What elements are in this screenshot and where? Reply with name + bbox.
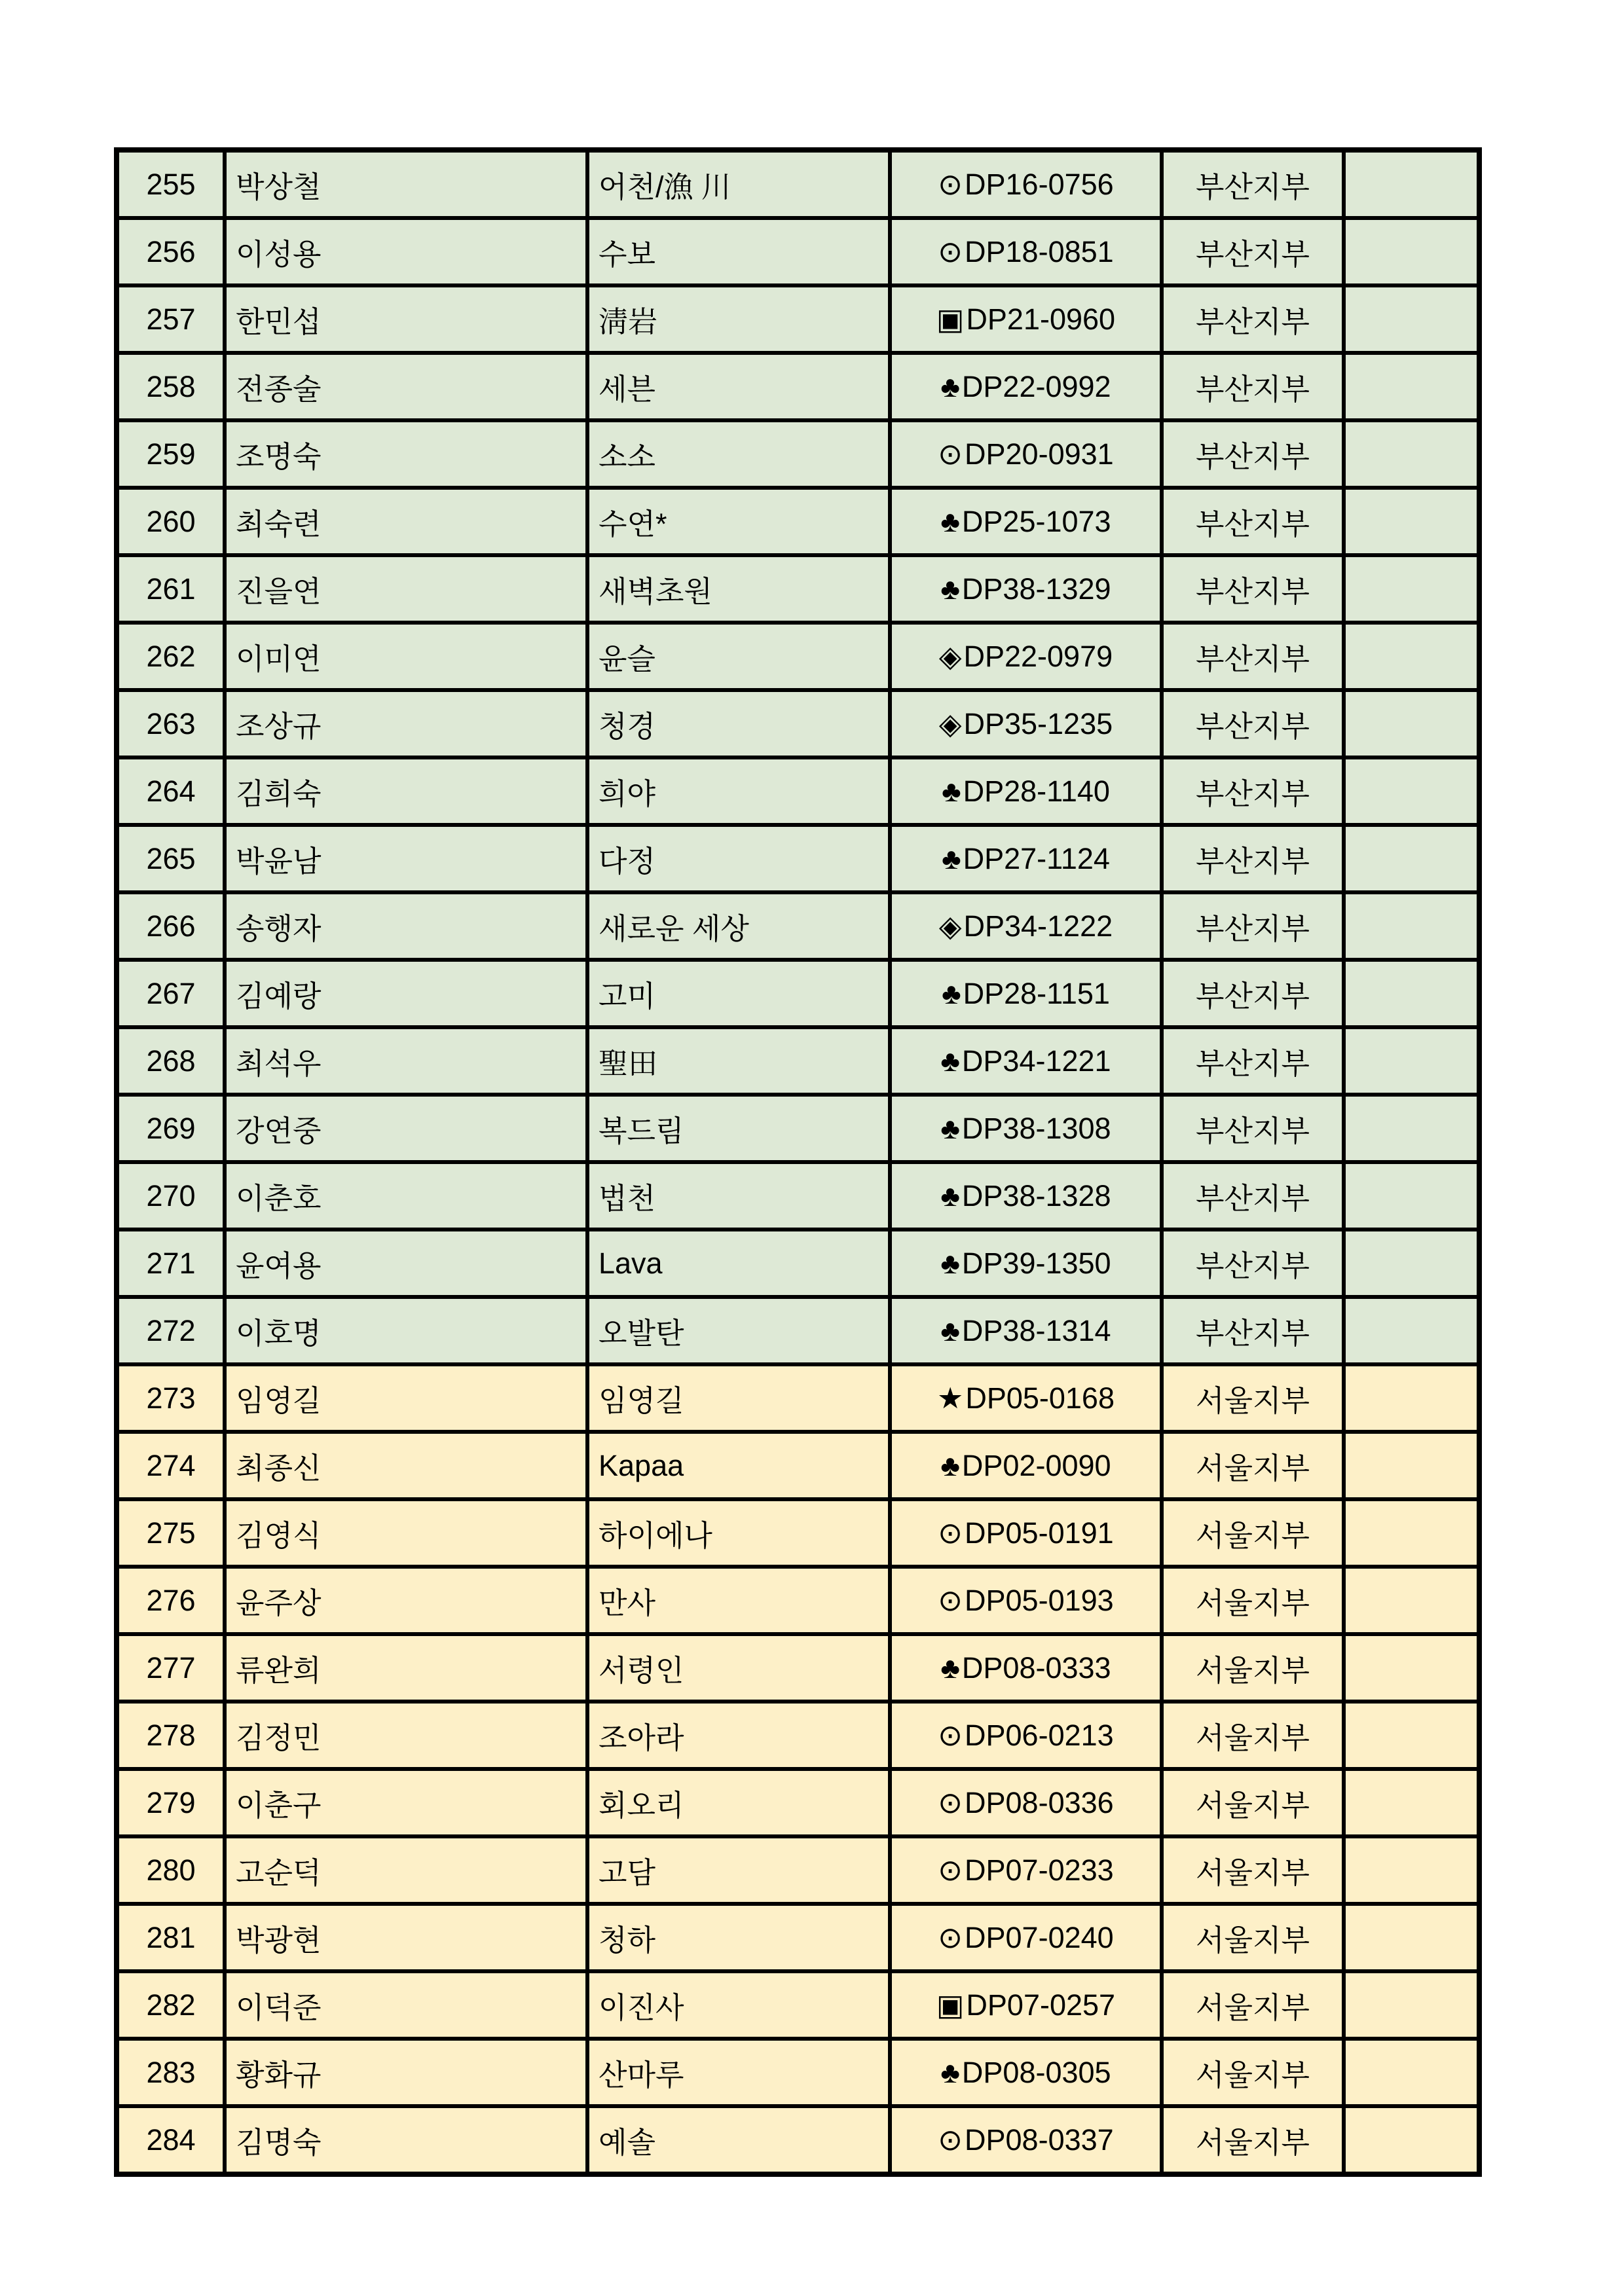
row-number-cell: 265 [117,825,225,892]
pen-name-cell: 세븐 [587,353,890,420]
name-cell: 이춘호 [225,1162,587,1230]
pen-name-cell: 법천 [587,1162,890,1230]
memo-cell [1344,1297,1479,1364]
member-code-cell [890,960,1162,1027]
pen-name-cell: 희야 [587,757,890,825]
grade-symbol-icon: ◈ [938,640,962,673]
row-number-cell: 280 [117,1836,225,1904]
pen-name-cell: 조아라 [587,1702,890,1769]
grade-symbol-icon: ◈ [938,909,962,943]
member-code-cell [890,218,1162,285]
name-cell: 김영식 [225,1499,587,1567]
member-code-cell [890,892,1162,960]
memo-cell [1344,1095,1479,1162]
member-code: DP38-1328 [961,1178,1111,1212]
branch-cell: 부산지부 [1162,690,1344,757]
table-row [117,892,1479,960]
name-cell: 윤주상 [225,1567,587,1634]
member-code: DP16-0756 [965,168,1114,201]
member-code-cell [890,690,1162,757]
grade-symbol-icon: ▣ [936,302,965,336]
member-code-cell [890,2039,1162,2106]
name-cell: 최석우 [225,1027,587,1095]
table-row [117,2106,1479,2174]
branch-cell: 서울지부 [1162,2039,1344,2106]
memo-cell [1344,892,1479,960]
grade-symbol-icon: ♣ [942,841,961,875]
member-code: DP18-0851 [965,235,1114,268]
member-code-cell [890,353,1162,420]
pen-name-cell: 어천/漁 川 [587,150,890,218]
branch-cell: 부산지부 [1162,1230,1344,1297]
table-row [117,1567,1479,1634]
branch-cell: 부산지부 [1162,420,1344,488]
name-cell: 고순덕 [225,1836,587,1904]
branch-cell: 서울지부 [1162,1836,1344,1904]
row-number-cell: 260 [117,488,225,555]
name-cell: 진을연 [225,555,587,623]
name-cell: 최숙련 [225,488,587,555]
name-cell: 조명숙 [225,420,587,488]
name-cell: 한민섭 [225,285,587,353]
grade-symbol-icon: ♣ [940,1313,960,1347]
table-row [117,353,1479,420]
name-cell: 김정민 [225,1702,587,1769]
pen-name-cell: 윤슬 [587,623,890,690]
pen-name-cell: 복드림 [587,1095,890,1162]
branch-cell: 부산지부 [1162,623,1344,690]
pen-name-cell: 수보 [587,218,890,285]
branch-cell: 부산지부 [1162,285,1344,353]
branch-cell: 서울지부 [1162,1567,1344,1634]
grade-symbol-icon: ♣ [940,1448,960,1482]
row-number-cell: 266 [117,892,225,960]
name-cell: 박윤남 [225,825,587,892]
member-code: DP07-0257 [966,1988,1116,2022]
member-code-cell [890,757,1162,825]
memo-cell [1344,285,1479,353]
branch-cell: 서울지부 [1162,1364,1344,1432]
pen-name-cell: 서령인 [587,1634,890,1702]
member-code-cell [890,420,1162,488]
name-cell: 조상규 [225,690,587,757]
grade-symbol-icon: ♣ [940,1246,960,1280]
memo-cell [1344,1634,1479,1702]
table-row [117,1971,1479,2039]
memo-cell [1344,1769,1479,1836]
table-row [117,285,1479,353]
branch-cell: 부산지부 [1162,488,1344,555]
member-code: DP02-0090 [961,1448,1111,1482]
pen-name-cell: 예솔 [587,2106,890,2174]
member-code-cell [890,1499,1162,1567]
table-row [117,1027,1479,1095]
member-code-cell [890,1230,1162,1297]
table-row [117,1230,1479,1297]
row-number-cell: 270 [117,1162,225,1230]
branch-cell: 부산지부 [1162,825,1344,892]
member-code-cell [890,1971,1162,2039]
grade-symbol-icon: ⊙ [938,2123,963,2157]
member-code: DP27-1124 [963,841,1110,875]
memo-cell [1344,960,1479,1027]
grade-symbol-icon: ♣ [940,1111,960,1145]
member-code: DP08-0337 [965,2123,1114,2157]
table-row [117,825,1479,892]
row-number-cell: 269 [117,1095,225,1162]
member-code-cell [890,555,1162,623]
branch-cell: 서울지부 [1162,1634,1344,1702]
pen-name-cell: 청경 [587,690,890,757]
memo-cell [1344,1567,1479,1634]
row-number-cell: 271 [117,1230,225,1297]
member-code: DP06-0213 [965,1719,1114,1752]
row-number-cell: 268 [117,1027,225,1095]
grade-symbol-icon: ⊙ [938,168,963,201]
member-code-cell [890,1364,1162,1432]
table-row [117,960,1479,1027]
memo-cell [1344,353,1479,420]
name-cell: 송행자 [225,892,587,960]
branch-cell: 부산지부 [1162,757,1344,825]
row-number-cell: 278 [117,1702,225,1769]
table-row [117,1095,1479,1162]
member-code: DP38-1329 [961,572,1111,606]
roster-body [117,150,1479,2174]
member-code: DP28-1151 [963,976,1110,1010]
member-code: DP08-0305 [961,2055,1111,2089]
name-cell: 황화규 [225,2039,587,2106]
table-row [117,1702,1479,1769]
table-row [117,1162,1479,1230]
memo-cell [1344,1904,1479,1971]
pen-name-cell: 수연* [587,488,890,555]
name-cell: 김예랑 [225,960,587,1027]
table-row [117,488,1479,555]
member-code: DP39-1350 [961,1246,1111,1280]
pen-name-cell: 오발탄 [587,1297,890,1364]
member-code-cell [890,1095,1162,1162]
memo-cell [1344,1499,1479,1567]
grade-symbol-icon: ⊙ [938,1853,963,1887]
branch-cell: 서울지부 [1162,2106,1344,2174]
row-number-cell: 281 [117,1904,225,1971]
member-code: DP25-1073 [961,504,1111,538]
member-code-cell [890,825,1162,892]
row-number-cell: 282 [117,1971,225,2039]
pen-name-cell: 청하 [587,1904,890,1971]
member-code: DP34-1221 [961,1044,1111,1078]
pen-name-cell: 淸岩 [587,285,890,353]
grade-symbol-icon: ◈ [938,707,962,740]
member-code-cell [890,1836,1162,1904]
table-row [117,1364,1479,1432]
member-code-cell [890,488,1162,555]
member-code: DP34-1222 [963,909,1113,943]
branch-cell: 서울지부 [1162,1769,1344,1836]
row-number-cell: 256 [117,218,225,285]
member-code-cell [890,150,1162,218]
name-cell: 이호명 [225,1297,587,1364]
name-cell: 류완희 [225,1634,587,1702]
grade-symbol-icon: ♣ [940,1178,960,1212]
row-number-cell: 264 [117,757,225,825]
pen-name-cell: 다정 [587,825,890,892]
branch-cell: 부산지부 [1162,1297,1344,1364]
table-row [117,757,1479,825]
table-row [117,420,1479,488]
member-code: DP38-1308 [961,1111,1111,1145]
pen-name-cell: 새로운 세상 [587,892,890,960]
name-cell: 윤여용 [225,1230,587,1297]
grade-symbol-icon: ♣ [942,774,961,808]
member-code-cell [890,1432,1162,1499]
table-row [117,555,1479,623]
grade-symbol-icon: ★ [936,1381,964,1415]
table-row [117,1499,1479,1567]
table-row [117,690,1479,757]
memo-cell [1344,218,1479,285]
grade-symbol-icon: ♣ [940,2055,960,2089]
member-code: DP05-0191 [965,1516,1114,1550]
table-row [117,623,1479,690]
member-code-cell [890,285,1162,353]
branch-cell: 부산지부 [1162,1027,1344,1095]
grade-symbol-icon: ♣ [940,572,960,606]
row-number-cell: 257 [117,285,225,353]
pen-name-cell: 고미 [587,960,890,1027]
memo-cell [1344,150,1479,218]
member-code: DP07-0240 [965,1921,1114,1954]
member-code-cell [890,1297,1162,1364]
table-row [117,218,1479,285]
member-roster-table [114,147,1482,2177]
member-code: DP08-0333 [961,1650,1111,1685]
grade-symbol-icon: ♣ [942,976,961,1010]
memo-cell [1344,1364,1479,1432]
row-number-cell: 276 [117,1567,225,1634]
branch-cell: 부산지부 [1162,1095,1344,1162]
row-number-cell: 273 [117,1364,225,1432]
name-cell: 김명숙 [225,2106,587,2174]
memo-cell [1344,555,1479,623]
pen-name-cell: 고담 [587,1836,890,1904]
row-number-cell: 272 [117,1297,225,1364]
name-cell: 이춘구 [225,1769,587,1836]
member-code-cell [890,1027,1162,1095]
memo-cell [1344,2039,1479,2106]
pen-name-cell: 임영길 [587,1364,890,1432]
row-number-cell: 283 [117,2039,225,2106]
member-code-cell [890,1567,1162,1634]
table-row [117,2039,1479,2106]
pen-name-cell: Kapaa [587,1432,890,1499]
branch-cell: 부산지부 [1162,960,1344,1027]
memo-cell [1344,1702,1479,1769]
row-number-cell: 267 [117,960,225,1027]
name-cell: 임영길 [225,1364,587,1432]
memo-cell [1344,690,1479,757]
name-cell: 이덕준 [225,1971,587,2039]
row-number-cell: 284 [117,2106,225,2174]
memo-cell [1344,757,1479,825]
branch-cell: 부산지부 [1162,892,1344,960]
table-row [117,1634,1479,1702]
branch-cell: 부산지부 [1162,1162,1344,1230]
member-code: DP20-0931 [965,437,1114,471]
grade-symbol-icon: ⊙ [938,437,963,471]
memo-cell [1344,1027,1479,1095]
table-row [117,1432,1479,1499]
member-code: DP21-0960 [966,302,1116,336]
member-code: DP38-1314 [961,1313,1111,1347]
table-row [117,1836,1479,1904]
name-cell: 이성용 [225,218,587,285]
branch-cell: 서울지부 [1162,1702,1344,1769]
pen-name-cell: 산마루 [587,2039,890,2106]
memo-cell [1344,1971,1479,2039]
member-code: DP22-0979 [963,640,1113,673]
grade-symbol-icon: ⊙ [938,235,963,268]
name-cell: 박상철 [225,150,587,218]
grade-symbol-icon: ⊙ [938,1516,963,1550]
name-cell: 전종술 [225,353,587,420]
member-code-cell [890,1702,1162,1769]
grade-symbol-icon: ⊙ [938,1584,963,1617]
member-code-cell [890,1634,1162,1702]
branch-cell: 서울지부 [1162,1499,1344,1567]
grade-symbol-icon: ▣ [936,1988,965,2022]
pen-name-cell: 聖田 [587,1027,890,1095]
member-code: DP35-1235 [963,707,1113,740]
member-code-cell [890,623,1162,690]
row-number-cell: 277 [117,1634,225,1702]
branch-cell: 부산지부 [1162,353,1344,420]
branch-cell: 부산지부 [1162,555,1344,623]
name-cell: 최종신 [225,1432,587,1499]
branch-cell: 부산지부 [1162,218,1344,285]
pen-name-cell: 새벽초원 [587,555,890,623]
grade-symbol-icon: ♣ [940,369,960,403]
grade-symbol-icon: ♣ [940,1044,960,1078]
row-number-cell: 263 [117,690,225,757]
member-code: DP08-0336 [965,1786,1114,1819]
row-number-cell: 275 [117,1499,225,1567]
table-row [117,1297,1479,1364]
member-code: DP05-0193 [965,1584,1114,1617]
row-number-cell: 259 [117,420,225,488]
grade-symbol-icon: ⊙ [938,1786,963,1819]
row-number-cell: 255 [117,150,225,218]
pen-name-cell: 회오리 [587,1769,890,1836]
pen-name-cell: 이진사 [587,1971,890,2039]
member-code-cell [890,2106,1162,2174]
memo-cell [1344,1230,1479,1297]
grade-symbol-icon: ♣ [940,1650,960,1685]
memo-cell [1344,1836,1479,1904]
table-row [117,150,1479,218]
member-code: DP07-0233 [965,1853,1114,1887]
name-cell: 강연중 [225,1095,587,1162]
grade-symbol-icon: ♣ [940,504,960,538]
branch-cell: 서울지부 [1162,1904,1344,1971]
name-cell: 이미연 [225,623,587,690]
name-cell: 박광현 [225,1904,587,1971]
grade-symbol-icon: ⊙ [938,1719,963,1752]
member-code: DP22-0992 [961,369,1111,403]
table-row [117,1769,1479,1836]
member-code: DP05-0168 [965,1381,1115,1415]
pen-name-cell: Lava [587,1230,890,1297]
member-code-cell [890,1162,1162,1230]
memo-cell [1344,825,1479,892]
pen-name-cell: 소소 [587,420,890,488]
branch-cell: 서울지부 [1162,1971,1344,2039]
memo-cell [1344,420,1479,488]
row-number-cell: 261 [117,555,225,623]
member-code: DP28-1140 [963,774,1110,808]
grade-symbol-icon: ⊙ [938,1921,963,1954]
memo-cell [1344,488,1479,555]
pen-name-cell: 만사 [587,1567,890,1634]
row-number-cell: 274 [117,1432,225,1499]
row-number-cell: 258 [117,353,225,420]
memo-cell [1344,2106,1479,2174]
row-number-cell: 262 [117,623,225,690]
member-code-cell [890,1769,1162,1836]
row-number-cell: 279 [117,1769,225,1836]
memo-cell [1344,623,1479,690]
name-cell: 김희숙 [225,757,587,825]
member-code-cell [890,1904,1162,1971]
table-row [117,1904,1479,1971]
memo-cell [1344,1162,1479,1230]
branch-cell: 서울지부 [1162,1432,1344,1499]
memo-cell [1344,1432,1479,1499]
pen-name-cell: 하이에나 [587,1499,890,1567]
branch-cell: 부산지부 [1162,150,1344,218]
